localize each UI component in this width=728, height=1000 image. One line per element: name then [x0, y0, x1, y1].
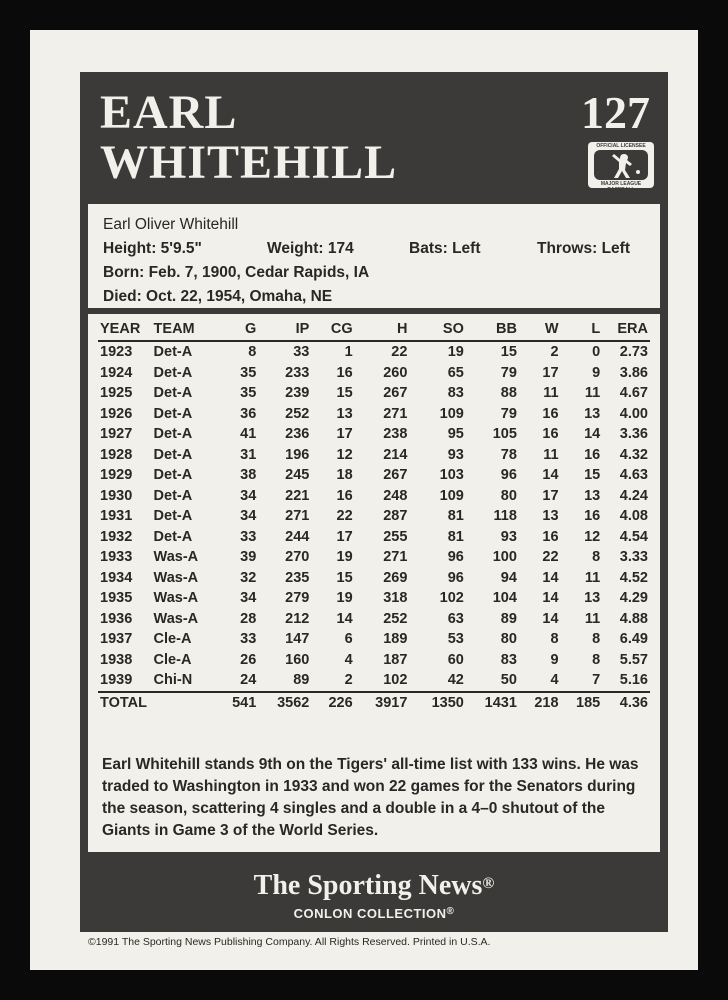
- cell-team: Was-A: [153, 569, 199, 586]
- player-last-name: WHITEHILL: [100, 136, 398, 189]
- table-row: [98, 547, 650, 568]
- cell-cg: 17: [336, 528, 353, 545]
- cell-cg: 1: [344, 344, 353, 360]
- cell-team: Was-A: [153, 610, 199, 627]
- brand-collection: [80, 906, 668, 921]
- cell-year: 1923: [100, 344, 133, 360]
- cell-h: 187: [383, 651, 408, 668]
- logo-bottom-text: MAJOR LEAGUE BASEBALL: [600, 181, 642, 193]
- cell-w: 14: [542, 610, 559, 627]
- cell-team: Det-A: [153, 426, 193, 442]
- cell-year: 1931: [100, 508, 133, 524]
- cell-team: Det-A: [153, 364, 193, 381]
- cell-cg: 18: [336, 467, 353, 483]
- cell-g: 28: [240, 610, 257, 627]
- cell-ip: 252: [285, 405, 310, 422]
- stats-table: [98, 318, 650, 713]
- total-era: 4.36: [602, 692, 650, 714]
- total-g: 541: [217, 692, 259, 714]
- collection-registered-mark: ®: [446, 906, 455, 917]
- cell-ip: 212: [285, 610, 310, 627]
- born: Born: Feb. 7, 1900, Cedar Rapids, IA: [103, 264, 370, 281]
- cell-bb: 94: [500, 569, 517, 586]
- cell-so: 96: [447, 549, 464, 565]
- cell-l: 14: [584, 426, 601, 442]
- cell-bb: 79: [500, 405, 517, 422]
- cell-l: 11: [584, 569, 601, 586]
- cell-so: 60: [447, 651, 464, 668]
- table-row: [98, 568, 650, 589]
- total-ip: 3562: [258, 692, 311, 714]
- cell-g: 39: [240, 549, 257, 565]
- cell-cg: 13: [336, 405, 353, 422]
- cell-g: 35: [240, 385, 257, 401]
- logo-emblem: [594, 150, 648, 180]
- stats-body: [98, 341, 650, 713]
- total-year: TOTAL: [98, 692, 152, 714]
- cell-team: Cle-A: [153, 631, 192, 647]
- cell-cg: 16: [336, 487, 353, 504]
- cell-w: 9: [550, 651, 559, 668]
- cell-year: 1924: [100, 364, 133, 381]
- cell-ip: 221: [285, 487, 310, 504]
- cell-bb: 15: [500, 344, 517, 360]
- cell-h: 269: [383, 569, 408, 586]
- header-bb: BB: [466, 318, 519, 341]
- cell-year: 1933: [100, 549, 133, 565]
- cell-cg: 19: [336, 549, 353, 565]
- cell-l: 13: [584, 405, 601, 422]
- cell-era: 4.52: [619, 569, 648, 586]
- cell-bb: 50: [500, 672, 517, 688]
- cell-team: Det-A: [153, 344, 193, 360]
- cell-w: 17: [542, 364, 559, 381]
- table-row: [98, 465, 650, 486]
- copyright-line: ©1991 The Sporting News Publishing Company. All Rights Reserved. Printed in U.S.A.: [88, 936, 491, 948]
- cell-era: 4.88: [619, 610, 648, 627]
- cell-g: 8: [248, 344, 257, 360]
- cell-era: 3.36: [619, 426, 648, 442]
- cell-ip: 239: [285, 385, 310, 401]
- cell-year: 1939: [100, 672, 133, 688]
- cell-bb: 104: [492, 590, 517, 606]
- cell-so: 81: [447, 528, 464, 545]
- cell-era: 6.49: [619, 631, 648, 647]
- cell-w: 16: [542, 528, 559, 545]
- table-row: [98, 424, 650, 445]
- stats-header-row: [98, 318, 650, 341]
- cell-bb: 78: [500, 446, 517, 463]
- cell-w: 4: [550, 672, 559, 688]
- cell-year: 1932: [100, 528, 133, 545]
- table-row: [98, 341, 650, 363]
- cell-bb: 80: [500, 631, 517, 647]
- cell-h: 287: [383, 508, 408, 524]
- header-ip: IP: [258, 318, 311, 341]
- cell-ip: 233: [285, 364, 310, 381]
- cell-g: 34: [240, 590, 257, 606]
- table-row: [98, 445, 650, 466]
- cell-ip: 270: [285, 549, 310, 565]
- cell-so: 93: [447, 446, 464, 463]
- cell-era: 4.00: [619, 405, 648, 422]
- table-row: [98, 527, 650, 548]
- table-row: [98, 629, 650, 650]
- cell-year: 1935: [100, 590, 133, 606]
- height: Height: 5'9.5": [103, 240, 202, 257]
- header-era: ERA: [602, 318, 650, 341]
- cell-so: 109: [439, 405, 464, 422]
- cell-h: 318: [383, 590, 408, 606]
- cell-h: 255: [383, 528, 408, 545]
- cell-l: 15: [584, 467, 601, 483]
- cell-l: 12: [584, 528, 601, 545]
- cell-cg: 14: [336, 610, 353, 627]
- cell-team: Det-A: [153, 405, 193, 422]
- header-h: H: [355, 318, 410, 341]
- cell-l: 16: [584, 446, 601, 463]
- cell-team: Was-A: [153, 549, 199, 565]
- cell-era: 4.54: [619, 528, 648, 545]
- header-so: SO: [409, 318, 465, 341]
- cell-so: 83: [447, 385, 464, 401]
- cell-w: 16: [542, 426, 559, 442]
- cell-h: 271: [383, 549, 408, 565]
- cell-l: 16: [584, 508, 601, 524]
- table-row: [98, 609, 650, 630]
- total-h: 3917: [355, 692, 410, 714]
- cell-cg: 12: [336, 446, 353, 463]
- table-row: [98, 670, 650, 692]
- cell-year: 1930: [100, 487, 133, 504]
- cell-cg: 17: [336, 426, 353, 442]
- weight: Weight: 174: [267, 240, 354, 257]
- died: Died: Oct. 22, 1954, Omaha, NE: [103, 288, 333, 305]
- cell-g: 24: [240, 672, 257, 688]
- cell-g: 35: [240, 364, 257, 381]
- brand-registered-mark: ®: [482, 875, 495, 892]
- cell-l: 13: [584, 487, 601, 504]
- cell-bb: 79: [500, 364, 517, 381]
- total-w: 218: [519, 692, 561, 714]
- cell-w: 11: [543, 446, 559, 463]
- cell-year: 1938: [100, 651, 133, 668]
- cell-ip: 196: [285, 446, 310, 463]
- cell-bb: 93: [500, 528, 517, 545]
- cell-g: 38: [240, 467, 257, 483]
- cell-cg: 4: [344, 651, 353, 668]
- cell-w: 2: [550, 344, 559, 360]
- cell-so: 53: [447, 631, 464, 647]
- bats: Bats: Left: [409, 240, 481, 257]
- card-number: 127: [581, 87, 650, 138]
- card-panel: [80, 72, 668, 932]
- cell-ip: 244: [285, 528, 310, 545]
- table-row: [98, 588, 650, 609]
- cell-so: 63: [447, 610, 464, 627]
- cell-cg: 16: [336, 364, 353, 381]
- table-row: [98, 404, 650, 425]
- cell-bb: 96: [500, 467, 517, 483]
- cell-l: 8: [592, 651, 601, 668]
- table-row: [98, 650, 650, 671]
- cell-era: 3.86: [619, 364, 648, 381]
- trading-card: [30, 30, 698, 970]
- cell-w: 17: [542, 487, 559, 504]
- cell-year: 1929: [100, 467, 133, 483]
- cell-cg: 19: [336, 590, 353, 606]
- bio-box: [88, 204, 660, 308]
- cell-year: 1926: [100, 405, 133, 422]
- cell-ip: 279: [285, 590, 310, 606]
- cell-cg: 22: [336, 508, 353, 524]
- cell-g: 33: [240, 528, 257, 545]
- cell-l: 11: [584, 610, 601, 627]
- cell-so: 102: [439, 590, 464, 606]
- cell-era: 2.73: [619, 344, 648, 360]
- cell-w: 8: [550, 631, 559, 647]
- cell-w: 11: [543, 385, 559, 401]
- cell-bb: 100: [492, 549, 517, 565]
- cell-so: 81: [447, 508, 464, 524]
- cell-w: 14: [542, 590, 559, 606]
- cell-h: 189: [383, 631, 408, 647]
- total-cg: 226: [311, 692, 354, 714]
- cell-h: 271: [383, 405, 408, 422]
- cell-year: 1934: [100, 569, 133, 586]
- cell-h: 102: [383, 672, 408, 688]
- stats-box: [88, 314, 660, 852]
- cell-ip: 236: [285, 426, 310, 442]
- cell-year: 1936: [100, 610, 133, 627]
- header-w: W: [519, 318, 561, 341]
- cell-era: 4.63: [619, 467, 648, 483]
- cell-h: 252: [383, 610, 408, 627]
- total-so: 1350: [409, 692, 465, 714]
- cell-g: 32: [240, 569, 257, 586]
- cell-w: 14: [542, 569, 559, 586]
- cell-l: 7: [592, 672, 601, 688]
- logo-top-text: OFFICIAL LICENSEE: [596, 143, 646, 149]
- mlb-logo-icon: [588, 142, 654, 193]
- cell-g: 33: [240, 631, 257, 647]
- cell-g: 34: [240, 487, 257, 504]
- cell-team: Det-A: [153, 487, 193, 504]
- cell-era: 4.29: [619, 590, 648, 606]
- cell-l: 9: [592, 364, 601, 381]
- cell-year: 1927: [100, 426, 133, 442]
- cell-h: 267: [383, 385, 408, 401]
- cell-cg: 15: [336, 385, 353, 401]
- cell-ip: 89: [293, 672, 310, 688]
- cell-so: 109: [439, 487, 464, 504]
- cell-h: 260: [383, 364, 408, 381]
- cell-h: 22: [391, 344, 408, 360]
- cell-year: 1937: [100, 631, 133, 647]
- player-name: [100, 88, 397, 188]
- full-name: Earl Oliver Whitehill: [103, 216, 239, 233]
- cell-team: Was-A: [153, 590, 199, 606]
- cell-team: Chi-N: [153, 672, 193, 688]
- cell-bb: 83: [500, 651, 517, 668]
- cell-so: 103: [439, 467, 464, 483]
- cell-h: 214: [383, 446, 408, 463]
- cell-era: 3.33: [619, 549, 648, 565]
- cell-so: 42: [447, 672, 464, 688]
- cell-team: Det-A: [153, 467, 193, 483]
- cell-era: 4.08: [619, 508, 648, 524]
- cell-ip: 33: [293, 344, 310, 360]
- cell-cg: 2: [344, 672, 353, 688]
- header-year: YEAR: [98, 318, 152, 341]
- cell-era: 4.67: [619, 385, 648, 401]
- cell-ip: 245: [285, 467, 310, 483]
- header-team: TEAM: [152, 318, 217, 341]
- cell-g: 36: [240, 405, 257, 422]
- cell-ip: 147: [285, 631, 310, 647]
- cell-era: 5.57: [619, 651, 648, 668]
- table-row: [98, 486, 650, 507]
- cell-bb: 118: [493, 508, 517, 524]
- collection-title: CONLON COLLECTION: [293, 906, 447, 921]
- cell-bb: 89: [500, 610, 517, 627]
- player-first-name: EARL: [100, 86, 238, 139]
- cell-l: 8: [592, 631, 601, 647]
- cell-era: 4.24: [619, 487, 648, 504]
- header-g: G: [217, 318, 259, 341]
- cell-so: 95: [447, 426, 464, 442]
- cell-l: 8: [592, 549, 601, 565]
- cell-cg: 15: [336, 569, 353, 586]
- cell-w: 22: [542, 549, 559, 565]
- cell-year: 1928: [100, 446, 133, 463]
- total-row: [98, 692, 650, 714]
- table-row: [98, 363, 650, 384]
- cell-team: Det-A: [153, 385, 193, 401]
- cell-era: 4.32: [619, 446, 648, 463]
- brand-title: The Sporting News: [253, 870, 483, 901]
- cell-h: 267: [383, 467, 408, 483]
- cell-bb: 88: [500, 385, 517, 401]
- cell-year: 1925: [100, 385, 133, 401]
- cell-g: 34: [240, 508, 257, 524]
- cell-ip: 160: [285, 651, 310, 668]
- cell-team: Det-A: [153, 446, 193, 463]
- cell-team: Cle-A: [153, 651, 192, 668]
- cell-so: 19: [447, 344, 464, 360]
- cell-so: 96: [447, 569, 464, 586]
- cell-bb: 105: [492, 426, 517, 442]
- cell-l: 0: [592, 344, 601, 360]
- cell-w: 13: [542, 508, 559, 524]
- throws: Throws: Left: [537, 240, 630, 257]
- cell-w: 16: [542, 405, 559, 422]
- cell-ip: 271: [285, 508, 310, 524]
- total-l: 185: [561, 692, 603, 714]
- brand-name: [80, 870, 668, 902]
- cell-l: 13: [584, 590, 601, 606]
- batter-silhouette-icon: [594, 150, 648, 180]
- cell-h: 248: [383, 487, 408, 504]
- total-bb: 1431: [466, 692, 519, 714]
- cell-g: 26: [240, 651, 257, 668]
- cell-g: 31: [240, 446, 257, 463]
- cell-team: Det-A: [153, 508, 193, 524]
- cell-cg: 6: [344, 631, 353, 647]
- table-row: [98, 506, 650, 527]
- cell-h: 238: [383, 426, 408, 442]
- cell-w: 14: [542, 467, 559, 483]
- header-cg: CG: [311, 318, 354, 341]
- cell-bb: 80: [500, 487, 517, 504]
- cell-ip: 235: [285, 569, 310, 586]
- career-description: Earl Whitehill stands 9th on the Tigers' all-time list with 133 wins. He was traded to Washington in 1933 and won 22 games for the Senators during the season, scattering 4 singles and a double in a 4–0 shutout of the Giants in Game 3 of the World Series.: [102, 756, 639, 839]
- cell-l: 11: [584, 385, 601, 401]
- cell-g: 41: [240, 426, 257, 442]
- table-row: [98, 383, 650, 404]
- cell-so: 65: [447, 364, 464, 381]
- cell-era: 5.16: [619, 672, 648, 688]
- total-team: [152, 692, 217, 714]
- cell-team: Det-A: [153, 528, 193, 545]
- header-l: L: [561, 318, 603, 341]
